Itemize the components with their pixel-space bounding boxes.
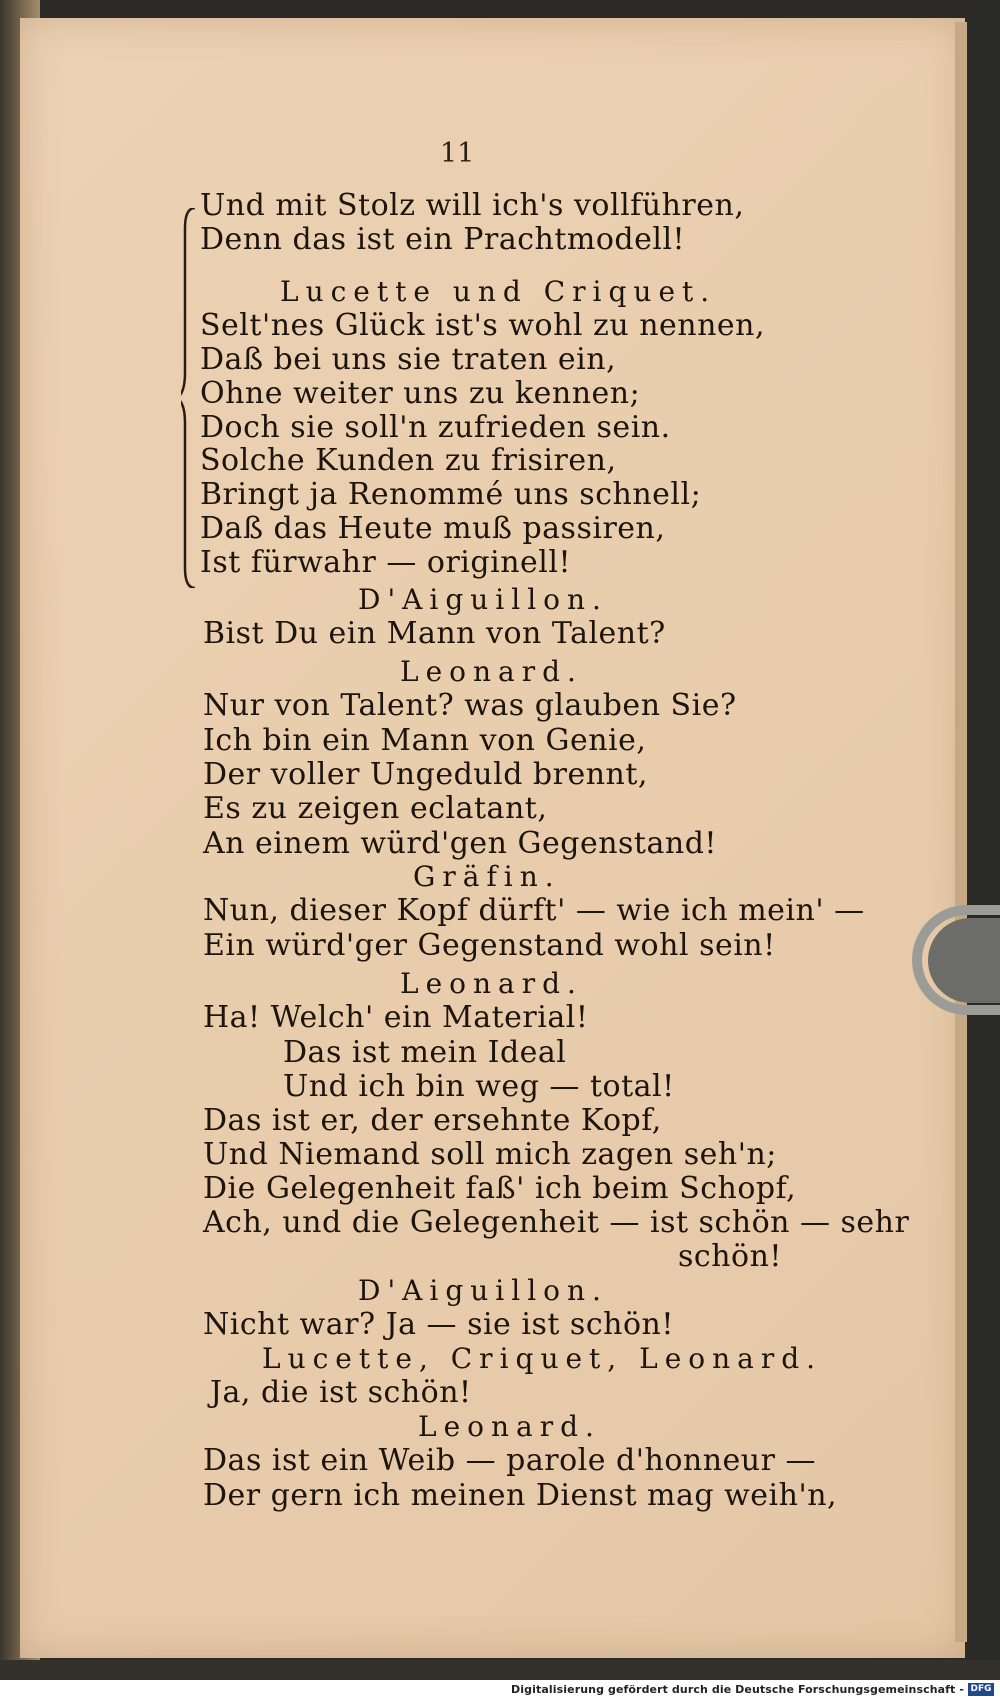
speaker-heading: Leonard. bbox=[400, 655, 583, 688]
verse-line: Das ist mein Ideal bbox=[283, 1035, 567, 1070]
verse-line: Es zu zeigen eclatant, bbox=[203, 791, 548, 826]
verse-line: Ich bin ein Mann von Genie, bbox=[203, 723, 647, 758]
page-number: 11 bbox=[440, 138, 475, 169]
verse-line: Daß bei uns sie traten ein, bbox=[200, 342, 617, 377]
speaker-heading: D'Aiguillon. bbox=[358, 583, 608, 616]
verse-line: Und mit Stolz will ich's vollführen, bbox=[200, 188, 745, 223]
verse-line: Das ist ein Weib — parole d'honneur — bbox=[203, 1443, 816, 1478]
verse-line: Ist fürwahr — originell! bbox=[200, 545, 572, 580]
verse-line: Der voller Ungeduld brennt, bbox=[203, 757, 648, 792]
verse-line: Das ist er, der ersehnte Kopf, bbox=[203, 1103, 662, 1138]
speaker-heading: Lucette, Criquet, Leonard. bbox=[262, 1342, 823, 1375]
speaker-heading: Gräfin. bbox=[413, 860, 561, 893]
page-edge bbox=[955, 22, 967, 1642]
scan-background-right bbox=[967, 0, 1000, 1680]
funding-credit: Digitalisierung gefördert durch die Deutsche Forschungsgemeinschaft - bbox=[511, 1683, 964, 1696]
verse-line: Die Gelegenheit faß' ich beim Schopf, bbox=[203, 1171, 797, 1206]
verse-line: Ohne weiter uns zu kennen; bbox=[200, 376, 641, 411]
verse-line: An einem würd'gen Gegenstand! bbox=[203, 826, 717, 861]
verse-line: Und ich bin weg — total! bbox=[283, 1069, 675, 1104]
speaker-heading: Leonard. bbox=[400, 967, 583, 1000]
verse-line: Selt'nes Glück ist's wohl zu nennen, bbox=[200, 308, 766, 343]
speaker-heading: Leonard. bbox=[418, 1410, 601, 1443]
verse-line: Solche Kunden zu frisiren, bbox=[200, 443, 617, 478]
verse-line: Bist Du ein Mann von Talent? bbox=[203, 616, 666, 651]
speaker-heading: D'Aiguillon. bbox=[358, 1274, 608, 1307]
verse-line: Ein würd'ger Gegenstand wohl sein! bbox=[203, 928, 776, 963]
verse-line: Der gern ich meinen Dienst mag weih'n, bbox=[203, 1478, 838, 1513]
scan-background-bottom bbox=[0, 1660, 1000, 1680]
verse-line: Ach, und die Gelegenheit — ist schön — sehr bbox=[203, 1205, 910, 1240]
verse-line: Ha! Welch' ein Material! bbox=[203, 1000, 589, 1035]
verse-line: Bringt ja Renommé uns schnell; bbox=[200, 477, 702, 512]
verse-line: Nicht war? Ja — sie ist schön! bbox=[203, 1307, 674, 1342]
verse-line: Doch sie soll'n zufrieden sein. bbox=[200, 410, 671, 445]
verse-line: Daß das Heute muß passiren, bbox=[200, 511, 666, 546]
dfg-logo: DFG bbox=[968, 1683, 994, 1696]
verse-line: Denn das ist ein Prachtmodell! bbox=[200, 222, 686, 257]
speaker-heading: Lucette und Criquet. bbox=[280, 275, 717, 308]
verse-line: Nur von Talent? was glauben Sie? bbox=[203, 688, 737, 723]
verse-line: Nun, dieser Kopf dürft' — wie ich mein' — bbox=[203, 893, 865, 928]
verse-line: Und Niemand soll mich zagen seh'n; bbox=[203, 1137, 777, 1172]
curly-brace-icon bbox=[181, 208, 201, 588]
verse-line: Ja, die ist schön! bbox=[210, 1375, 472, 1410]
verse-line: schön! bbox=[678, 1239, 782, 1274]
